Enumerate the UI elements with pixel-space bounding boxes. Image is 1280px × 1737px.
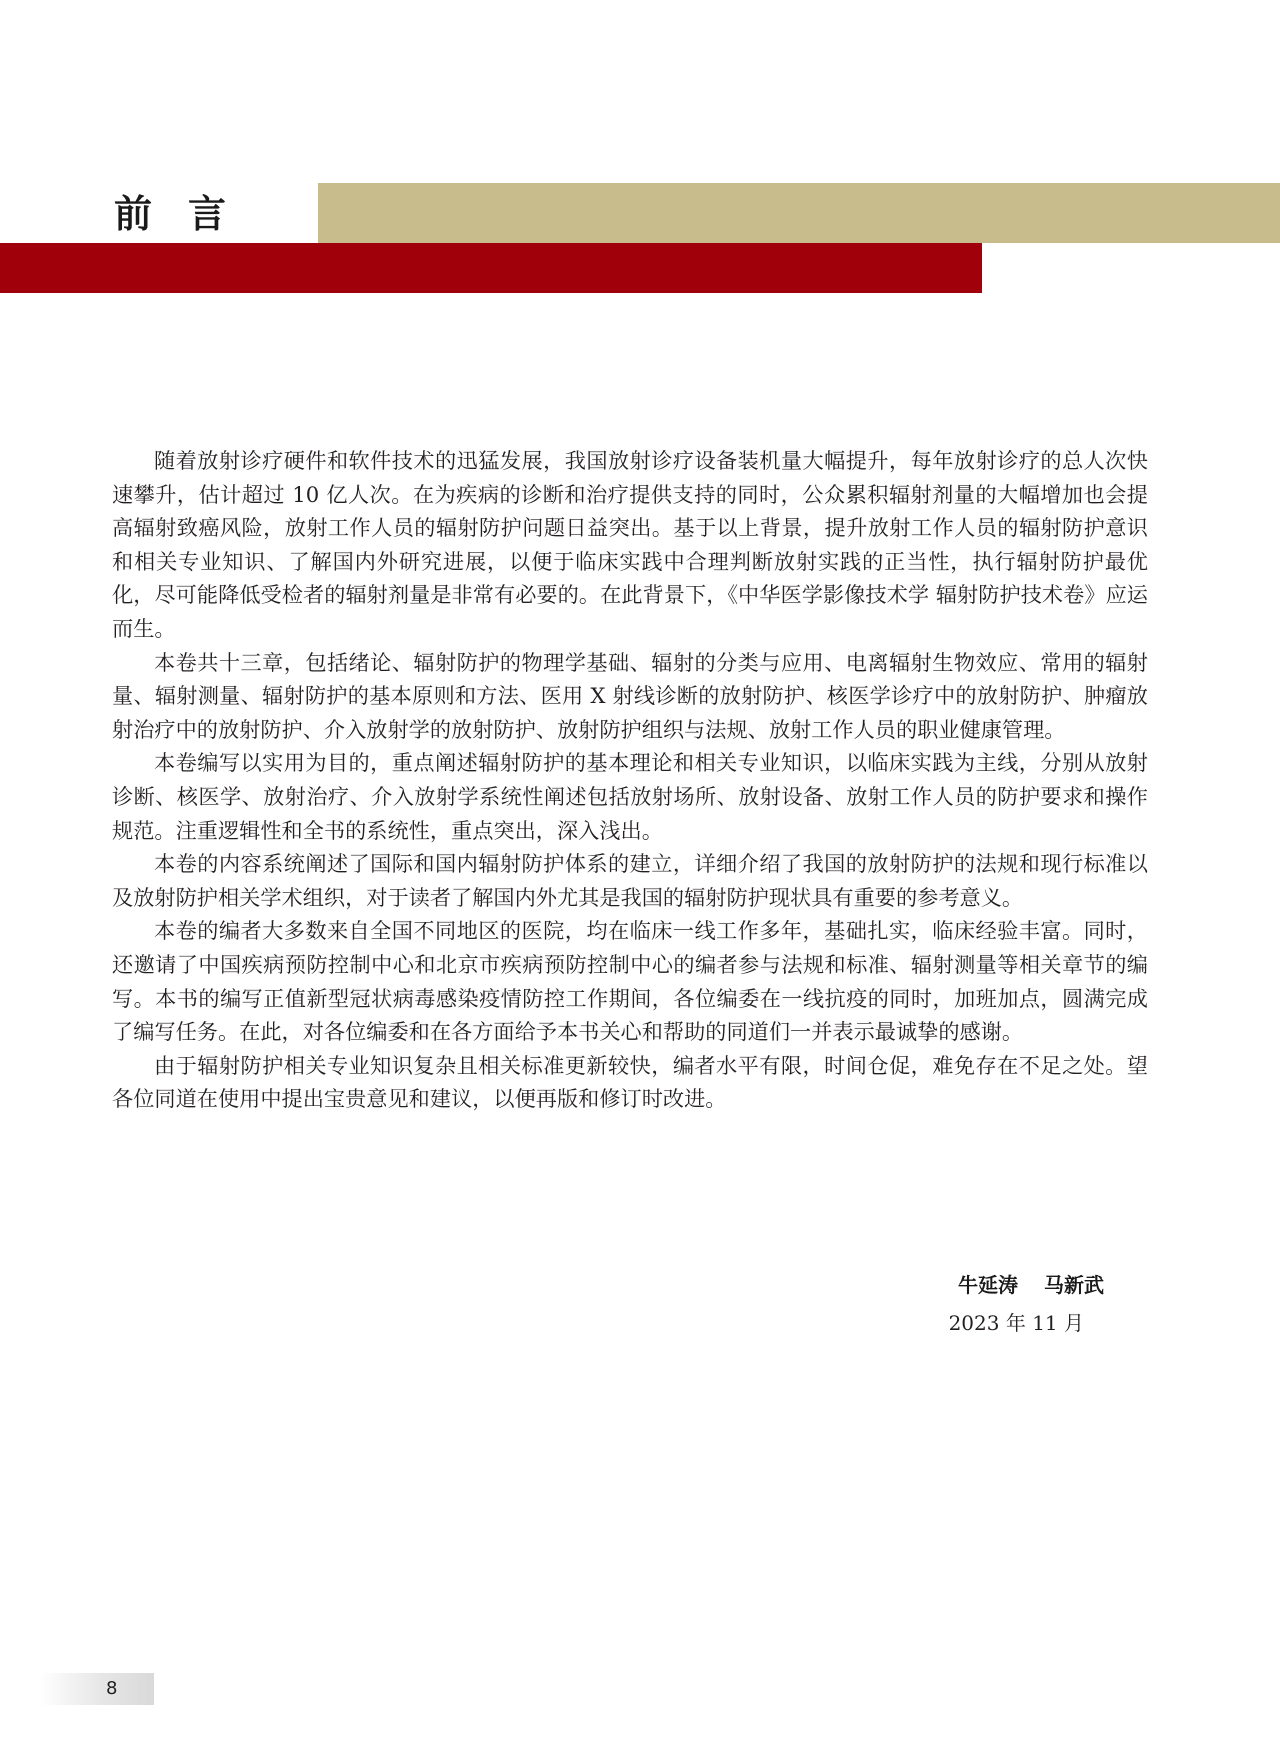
preface-body xyxy=(112,444,1148,1116)
paragraph: 本卷的内容系统阐述了国际和国内辐射防护体系的建立，详细介绍了我国的放射防护的法规和现行标准以及放射防护相关学术组织，对于读者了解国内外尤其是我国的辐射防护现状具有重要的参考意义。 xyxy=(112,851,1148,910)
paragraph: 本卷的编者大多数来自全国不同地区的医院，均在临床一线工作多年，基础扎实，临床经验丰富。同时，还邀请了中国疾病预防控制中心和北京市疾病预防控制中心的编者参与法规和标准、辐射测量等相关章节的编写。本书的编写正值新型冠状病毒感染疫情防控工作期间，各位编委在一线抗疫的同时，加班加点，圆满完成了编写任务。在此，对各位编委和在各方面给予本书关心和帮助的同道们一并表示最诚挚的感谢。 xyxy=(112,918,1148,1045)
paragraph: 本卷共十三章，包括绪论、辐射防护的物理学基础、辐射的分类与应用、电离辐射生物效应、常用的辐射量、辐射测量、辐射防护的基本原则和方法、医用 X 射线诊断的放射防护、核医学诊疗中的放射防护、肿瘤放射治疗中的放射防护、介入放射学的放射防护、放射防护组织与法规、放射工作人员的职业健康管理。 xyxy=(112,649,1148,742)
page-number: 8 xyxy=(106,1678,118,1699)
author-name: 牛延涛 xyxy=(958,1273,1018,1297)
page-number-band xyxy=(40,1673,154,1705)
paragraph: 随着放射诊疗硬件和软件技术的迅猛发展，我国放射诊疗设备装机量大幅提升，每年放射诊疗的总人次快速攀升，估计超过 10 亿人次。在为疾病的诊断和治疗提供支持的同时，公众累积辐射剂量的大幅增加也会提高辐射致癌风险，放射工作人员的辐射防护问题日益突出。基于以上背景，提升放射工作人员的辐射防护意识和相关专业知识、了解国内外研究进展，以便于临床实践中合理判断放射实践的正当性，执行辐射防护最优化，尽可能降低受检者的辐射剂量是非常有必要的。在此背景下，《中华医学影像技术学 辐射防护技术卷》应运而生。 xyxy=(112,448,1148,641)
signature-date: 2023 年 11 月 xyxy=(948,1311,1084,1335)
paragraph: 由于辐射防护相关专业知识复杂且相关标准更新较快，编者水平有限，时间仓促，难免存在不足之处。望各位同道在使用中提出宝贵意见和建议，以便再版和修订时改进。 xyxy=(112,1052,1148,1112)
paragraph: 本卷编写以实用为目的，重点阐述辐射防护的基本理论和相关专业知识，以临床实践为主线，分别从放射诊断、核医学、放射治疗、介入放射学系统性阐述包括放射场所、放射设备、放射工作人员的防护要求和操作规范。注重逻辑性和全书的系统性，重点突出，深入浅出。 xyxy=(112,750,1148,843)
signature-block xyxy=(949,1270,1104,1338)
page-title: 前言 xyxy=(114,192,263,236)
author-name: 马新武 xyxy=(1044,1273,1104,1297)
author-names xyxy=(949,1270,1104,1300)
header-red-bar xyxy=(0,243,982,293)
header-tan-bar xyxy=(318,183,1280,243)
